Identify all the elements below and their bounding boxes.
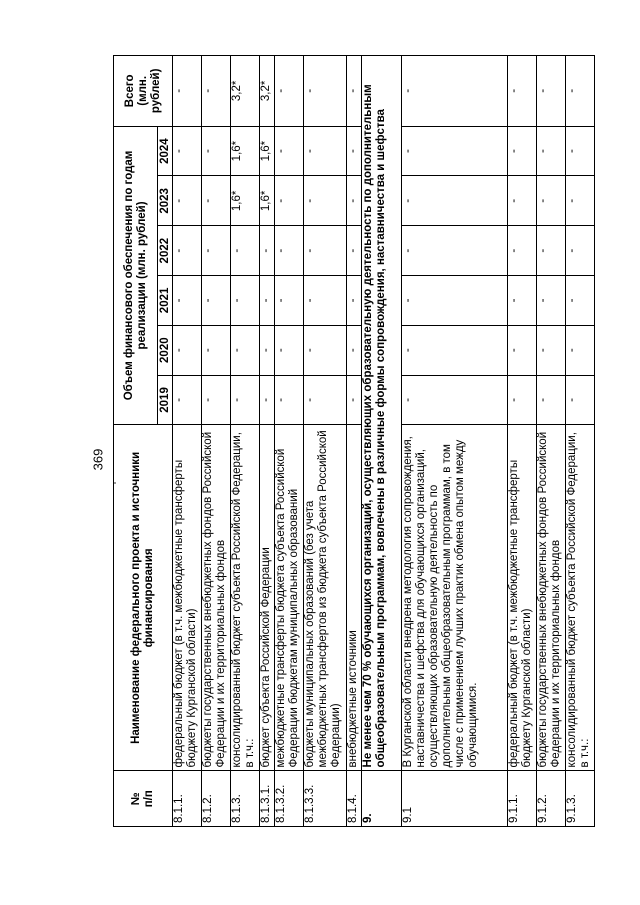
row-year-value: - [202, 226, 231, 276]
row-name: консолидированный бюджет субъекта Российской Федерации, в т.ч.: [231, 425, 260, 771]
header-years-group: Объем финансового обеспечения по годам реализации (млн. рублей) [114, 126, 158, 425]
row-year-value: - [347, 176, 362, 226]
row-year-value: - [173, 126, 202, 176]
row-total: - [173, 56, 202, 127]
row-year-value: - [202, 176, 231, 226]
table-row [202, 56, 231, 827]
row-year-value: - [275, 126, 304, 176]
row-year-value: - [537, 325, 566, 375]
row-year-value: - [275, 325, 304, 375]
row-9-1-value: - [402, 126, 508, 176]
row-year-value: - [347, 226, 362, 276]
table-row [260, 56, 275, 827]
row-year-value: - [231, 375, 260, 425]
header-name: Наименование федерального проекта и источники финансирования [114, 425, 173, 771]
row-9-1-value: - [402, 226, 508, 276]
header-year: 2024 [158, 126, 173, 176]
row-total: 3,2* [231, 56, 260, 127]
row-9-1-name: В Курганской области внедрена методология сопровождения, наставничества и шефства для обучающихся организаций, осуществляющих образовательную деятельность по дополнительным общеобразовательным программам, в том числе с применением лучших практик обмена опытом между обучающимися. [402, 425, 508, 771]
row-year-value: - [508, 176, 537, 226]
row-9-1-total: - [402, 56, 508, 127]
header-year: 2021 [158, 276, 173, 326]
row-year-value: - [508, 375, 537, 425]
row-total: - [202, 56, 231, 127]
row-name: консолидированный бюджет субъекта Российской Федерации, в т.ч.: [566, 425, 595, 771]
row-year-value: - [566, 325, 595, 375]
table-body-bottom [508, 56, 595, 827]
row-number: 8.1.3.1. [260, 771, 275, 827]
row-number: 9.1.2. [537, 771, 566, 827]
table-body-top [173, 56, 362, 827]
row-name: бюджеты муниципальных образований (без учета межбюджетных трансфертов из бюджета субъекта Российской Федерации) [304, 425, 347, 771]
row-year-value: - [566, 375, 595, 425]
row-number: 8.1.3.2. [275, 771, 304, 827]
row-year-value: - [202, 276, 231, 326]
row-9-1-value: - [402, 325, 508, 375]
row-year-value: 1,6* [231, 126, 260, 176]
row-number: 8.1.3.3. [304, 771, 347, 827]
row-number: 8.1.2. [202, 771, 231, 827]
row-year-value: - [508, 226, 537, 276]
row-9-1-value: - [402, 176, 508, 226]
row-year-value: - [202, 375, 231, 425]
header-total: Всего (млн. рублей) [114, 56, 173, 127]
header-year: 2019 [158, 375, 173, 425]
table-section-9 [362, 56, 508, 827]
row-year-value: - [347, 126, 362, 176]
table-row [566, 56, 595, 827]
row-total: - [347, 56, 362, 127]
row-year-value: - [260, 325, 275, 375]
row-year-value: - [173, 276, 202, 326]
row-9-1-value: - [402, 375, 508, 425]
row-year-value: - [508, 126, 537, 176]
row-year-value: - [275, 176, 304, 226]
row-year-value: - [202, 126, 231, 176]
section-9-num: 9. [362, 771, 402, 827]
row-total: 3,2* [260, 56, 275, 127]
table-row [508, 56, 537, 827]
row-name: межбюджетные трансферты бюджета субъекта Российской Федерации бюджетам муниципальных образований [275, 425, 304, 771]
row-year-value: - [508, 276, 537, 326]
row-number: 8.1.1. [173, 771, 202, 827]
row-name: федеральный бюджет (в т.ч. межбюджетные трансферты бюджету Курганской области) [508, 425, 537, 771]
page-number: 369 [90, 448, 106, 471]
row-year-value: - [304, 126, 347, 176]
financing-table [113, 55, 595, 827]
row-year-value: - [537, 176, 566, 226]
row-year-value: - [275, 375, 304, 425]
row-year-value: - [566, 176, 595, 226]
row-year-value: - [347, 375, 362, 425]
row-year-value: - [260, 375, 275, 425]
row-year-value: - [173, 226, 202, 276]
table-row [304, 56, 347, 827]
row-year-value: - [202, 325, 231, 375]
row-total: - [275, 56, 304, 127]
row-year-value: - [304, 375, 347, 425]
row-year-value: - [304, 325, 347, 375]
row-total: - [537, 56, 566, 127]
table-row [537, 56, 566, 827]
row-year-value: - [347, 325, 362, 375]
financing-table-sheet [113, 55, 591, 827]
row-year-value: 1,6* [231, 176, 260, 226]
row-name: внебюджетные источники [347, 425, 362, 771]
row-name: федеральный бюджет (в т.ч. межбюджетные трансферты бюджету Курганской области) [173, 425, 202, 771]
row-total: - [566, 56, 595, 127]
row-year-value: - [508, 325, 537, 375]
table-row [173, 56, 202, 827]
row-year-value: - [260, 276, 275, 326]
header-year: 2023 [158, 176, 173, 226]
row-year-value: - [537, 375, 566, 425]
row-year-value: - [566, 126, 595, 176]
row-year-value: - [537, 126, 566, 176]
header-year: 2020 [158, 325, 173, 375]
row-name: бюджеты государственных внебюджетных фондов Российской Федерации и их территориальных фондов [537, 425, 566, 771]
row-number: 8.1.4. [347, 771, 362, 827]
table-row [275, 56, 304, 827]
header-year: 2022 [158, 226, 173, 276]
row-year-value: - [347, 276, 362, 326]
row-year-value: - [304, 176, 347, 226]
row-number: 9.1.1. [508, 771, 537, 827]
row-year-value: - [304, 276, 347, 326]
header-num: № п/п [114, 771, 173, 827]
row-year-value: - [231, 226, 260, 276]
row-9-1-num: 9.1 [402, 771, 508, 827]
row-year-value: - [231, 276, 260, 326]
row-9-1-value: - [402, 276, 508, 326]
row-year-value: 1,6* [260, 126, 275, 176]
row-total: - [304, 56, 347, 127]
row-year-value: - [231, 325, 260, 375]
row-year-value: - [173, 176, 202, 226]
row-year-value: 1,6* [260, 176, 275, 226]
row-year-value: - [304, 226, 347, 276]
row-name: бюджеты государственных внебюджетных фондов Российской Федерации и их территориальных фондов [202, 425, 231, 771]
row-number: 8.1.3. [231, 771, 260, 827]
row-total: - [508, 56, 537, 127]
row-name: бюджет субъекта Российской Федерации [260, 425, 275, 771]
row-year-value: - [566, 226, 595, 276]
table-row [347, 56, 362, 827]
row-number: 9.1.3. [566, 771, 595, 827]
row-year-value: - [566, 276, 595, 326]
row-year-value: - [537, 276, 566, 326]
table-row [231, 56, 260, 827]
row-year-value: - [173, 375, 202, 425]
row-year-value: - [173, 325, 202, 375]
section-9-text: Не менее чем 70 % обучающихся организаций, осуществляющих образовательную деятельность по дополнительным общеобразовательным программам, вовлечены в различные формы сопровождения, наставничества и шефства [362, 56, 402, 771]
row-year-value: - [275, 226, 304, 276]
row-year-value: - [275, 276, 304, 326]
row-year-value: - [260, 226, 275, 276]
row-year-value: - [537, 226, 566, 276]
